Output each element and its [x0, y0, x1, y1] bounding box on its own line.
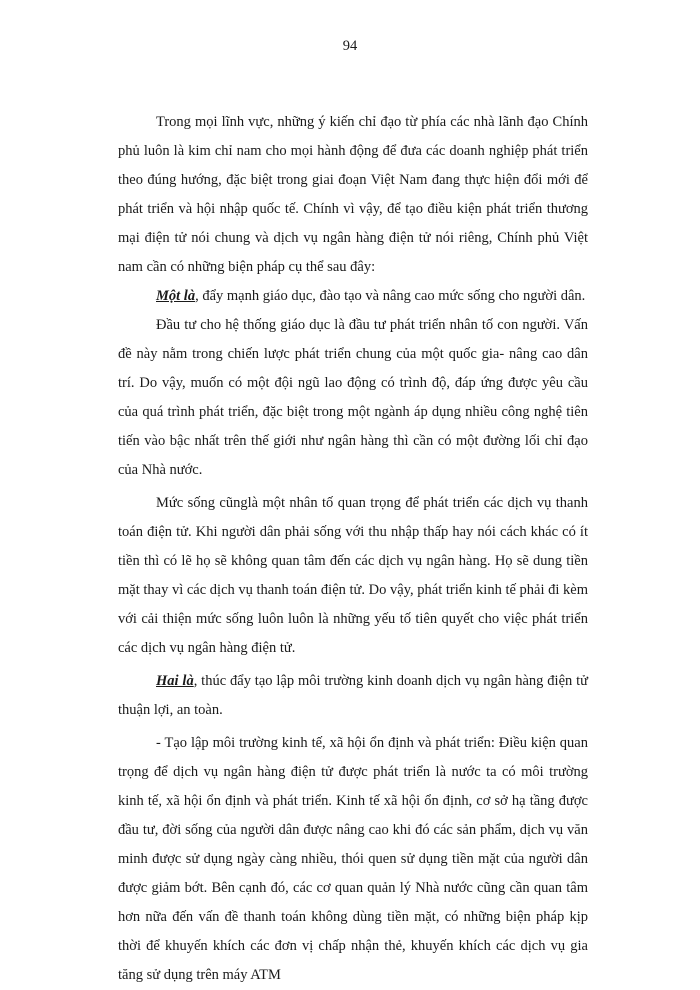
body-text — [118, 108, 588, 990]
paragraph-point-two — [118, 667, 588, 725]
paragraph-education: Đầu tư cho hệ thống giáo dục là đầu tư phát triển nhân tố con người. Vấn đề này nằm trong chiến lược phát triển chung của một quốc gia- nâng cao dân trí. Do vậy, muốn có một đội ngũ lao động có trình độ, đáp ứng được yêu cầu của quá trình phát triển, đặc biệt trong một ngành áp dụng nhiều công nghệ tiên tiến vào bậc nhất trên thế giới như ngân hàng thì cần có một đường lối chỉ đạo của Nhà nước. — [118, 317, 588, 478]
paragraph-living-standard: Mức sống cũnglà một nhân tố quan trọng để phát triển các dịch vụ thanh toán điện tử. Khi người dân phải sống với thu nhập thấp hay nói cách khác có ít tiền thì có lẽ họ sẽ không quan tâm đến các dịch vụ ngân hàng. Họ sẽ dung tiền mặt thay vì các dịch vụ thanh toán điện tử. Do vậy, phát triển kinh tế phải đi kèm với cải thiện mức sống luôn luôn là những yếu tố tiên quyết cho việc phát triển các dịch vụ ngân hàng điện tử. — [118, 495, 588, 656]
point-one-lead: Một là — [156, 288, 196, 304]
point-two-text: , thúc đẩy tạo lập môi trường kinh doanh dịch vụ ngân hàng điện tử thuận lợi, an toàn. — [118, 673, 589, 718]
paragraph-intro: Trong mọi lĩnh vực, những ý kiến chỉ đạo từ phía các nhà lãnh đạo Chính phủ luôn là kim chỉ nam cho mọi hành động để đưa các doanh nghiệp phát triển theo đúng hướng, đặc biệt trong giai đoạn Việt Nam đang thực hiện đổi mới để phát triển và hội nhập quốc tế. Chính vì vậy, để tạo điều kiện phát triển thương mại điện tử nói chung và dịch vụ ngân hàng điện tử nói riêng, Chính phủ Việt nam cần có những biện pháp cụ thể sau đây: — [118, 114, 588, 275]
paragraph-point-one — [118, 282, 588, 311]
page-number: 94 — [342, 38, 358, 54]
point-two-lead: Hai là — [156, 673, 194, 689]
paragraph-environment: - Tạo lập môi trường kinh tế, xã hội ổn định và phát triển: Điều kiện quan trọng để dịch vụ ngân hàng điện tử được phát triển là nước ta có môi trường kinh tế, xã hội ổn định và phát triển. Kinh tế xã hội ổn định, cơ sở hạ tầng được đầu tư, đời sống của người dân được nâng cao khi đó các sản phẩm, dịch vụ văn minh được sử dụng ngày càng nhiều, thói quen sử dụng tiền mặt của người dân được giảm bớt. Bên cạnh đó, các cơ quan quản lý Nhà nước cũng cần quan tâm hơn nữa đến vấn đề thanh toán không dùng tiền mặt, có những biện pháp kịp thời để khuyến khích các đơn vị chấp nhận thẻ, khuyến khích các dịch vụ gia tăng sử dụng trên máy ATM — [118, 735, 588, 983]
point-one-text: , đẩy mạnh giáo dục, đào tạo và nâng cao mức sống cho người dân. — [195, 288, 586, 304]
